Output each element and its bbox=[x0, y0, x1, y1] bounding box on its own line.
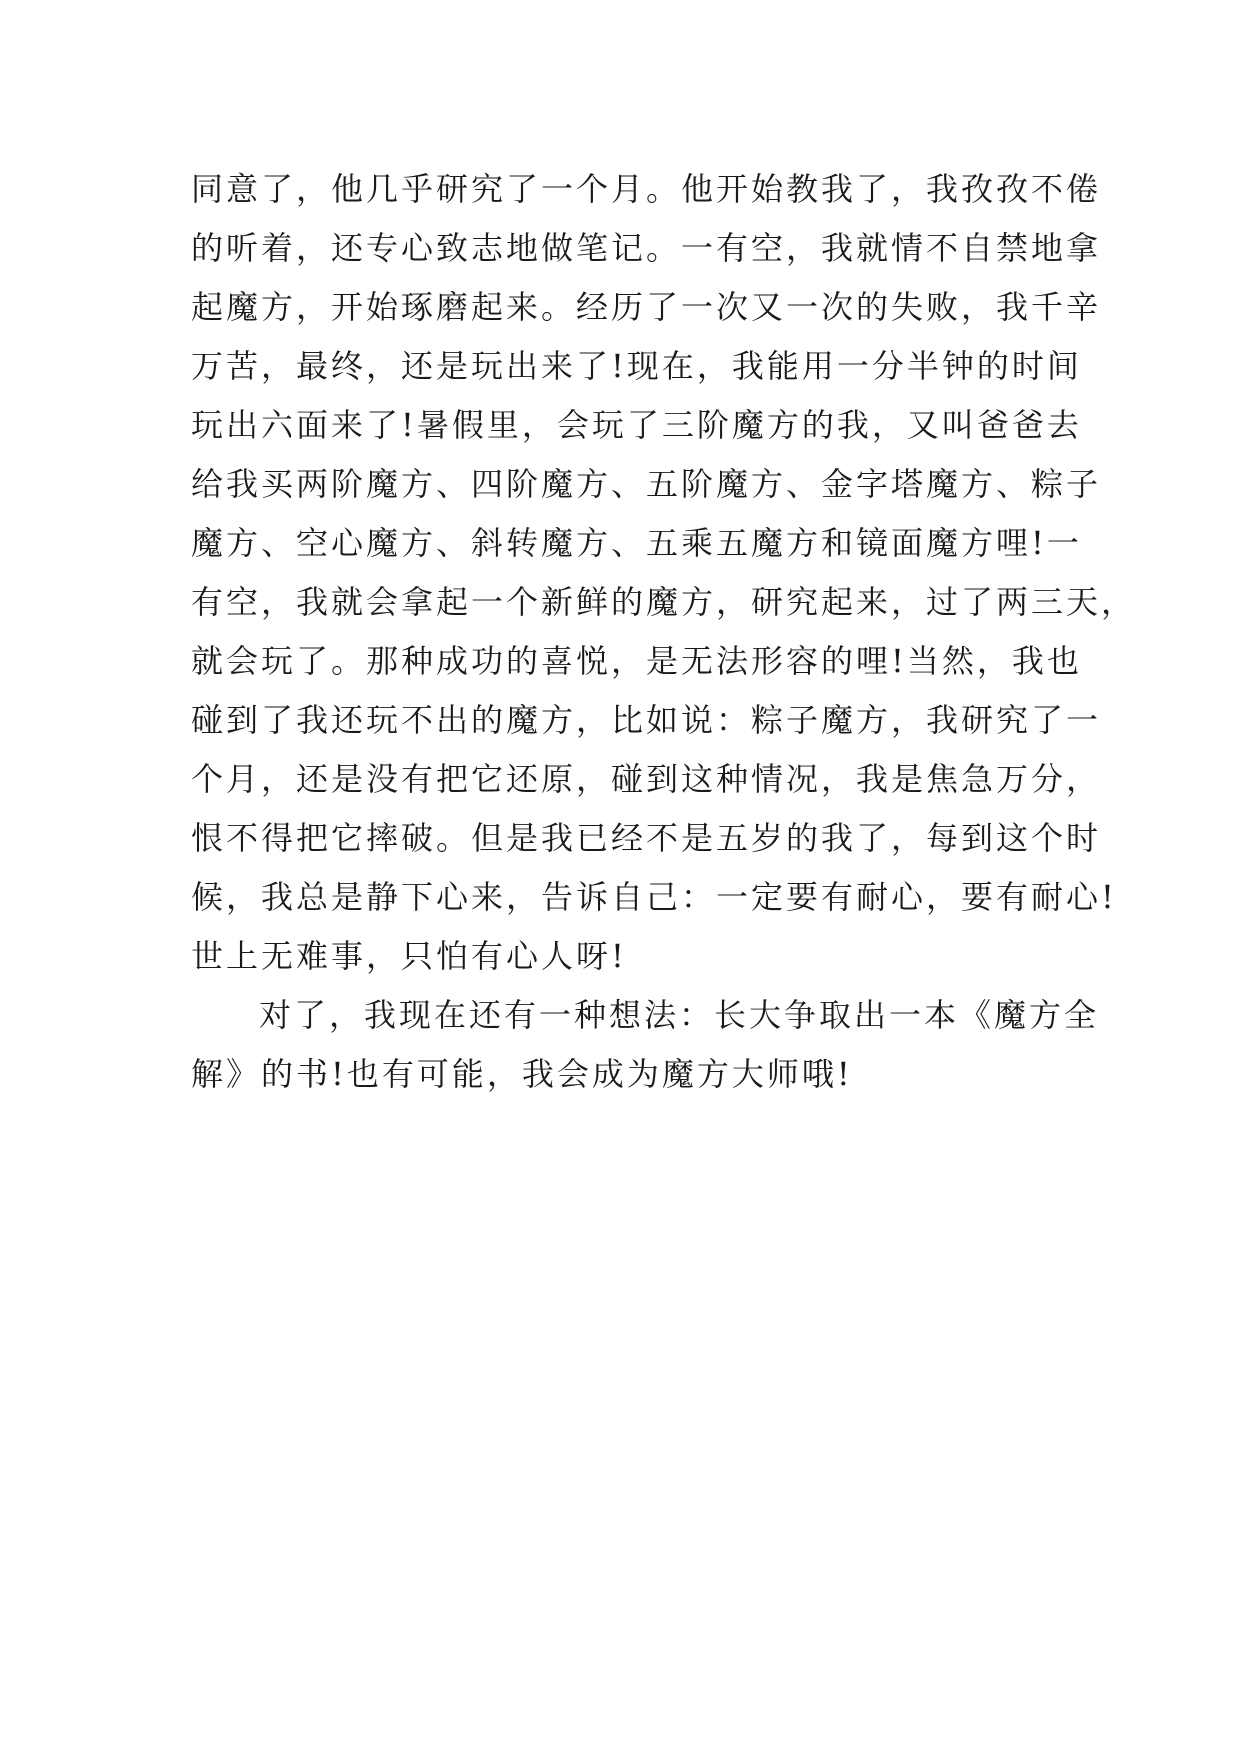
body-text bbox=[191, 160, 1137, 1104]
text-line: 给我买两阶魔方、四阶魔方、五阶魔方、金字塔魔方、粽子 bbox=[191, 465, 1102, 503]
text-line: 候，我总是静下心来，告诉自己：一定要有耐心，要有耐心! bbox=[191, 878, 1117, 916]
paragraph-2 bbox=[191, 986, 1100, 1104]
text-line: 的听着，还专心致志地做笔记。一有空，我就情不自禁地拿 bbox=[191, 229, 1102, 267]
text-line: 同意了，他几乎研究了一个月。他开始教我了，我孜孜不倦 bbox=[191, 170, 1102, 208]
text-line: 个月，还是没有把它还原，碰到这种情况，我是焦急万分， bbox=[191, 760, 1102, 798]
text-line: 对了，我现在还有一种想法：长大争取出一本《魔方全 bbox=[259, 996, 1100, 1034]
text-line: 碰到了我还玩不出的魔方，比如说：粽子魔方，我研究了一 bbox=[191, 701, 1102, 739]
text-line: 解》的书!也有可能，我会成为魔方大师哦! bbox=[191, 1055, 853, 1093]
text-line: 起魔方，开始琢磨起来。经历了一次又一次的失败，我千辛 bbox=[191, 288, 1102, 326]
text-line: 恨不得把它摔破。但是我已经不是五岁的我了，每到这个时 bbox=[191, 819, 1102, 857]
text-line: 世上无难事，只怕有心人呀! bbox=[191, 937, 627, 975]
text-line: 魔方、空心魔方、斜转魔方、五乘五魔方和镜面魔方哩!一 bbox=[191, 524, 1082, 562]
text-line: 就会玩了。那种成功的喜悦，是无法形容的哩!当然，我也 bbox=[191, 642, 1082, 680]
text-line: 万苦，最终，还是玩出来了!现在，我能用一分半钟的时间 bbox=[191, 347, 1082, 385]
text-line: 玩出六面来了!暑假里，会玩了三阶魔方的我，又叫爸爸去 bbox=[191, 406, 1082, 444]
text-line: 有空，我就会拿起一个新鲜的魔方，研究起来，过了两三天， bbox=[191, 583, 1137, 621]
paragraph-1 bbox=[191, 160, 1137, 986]
